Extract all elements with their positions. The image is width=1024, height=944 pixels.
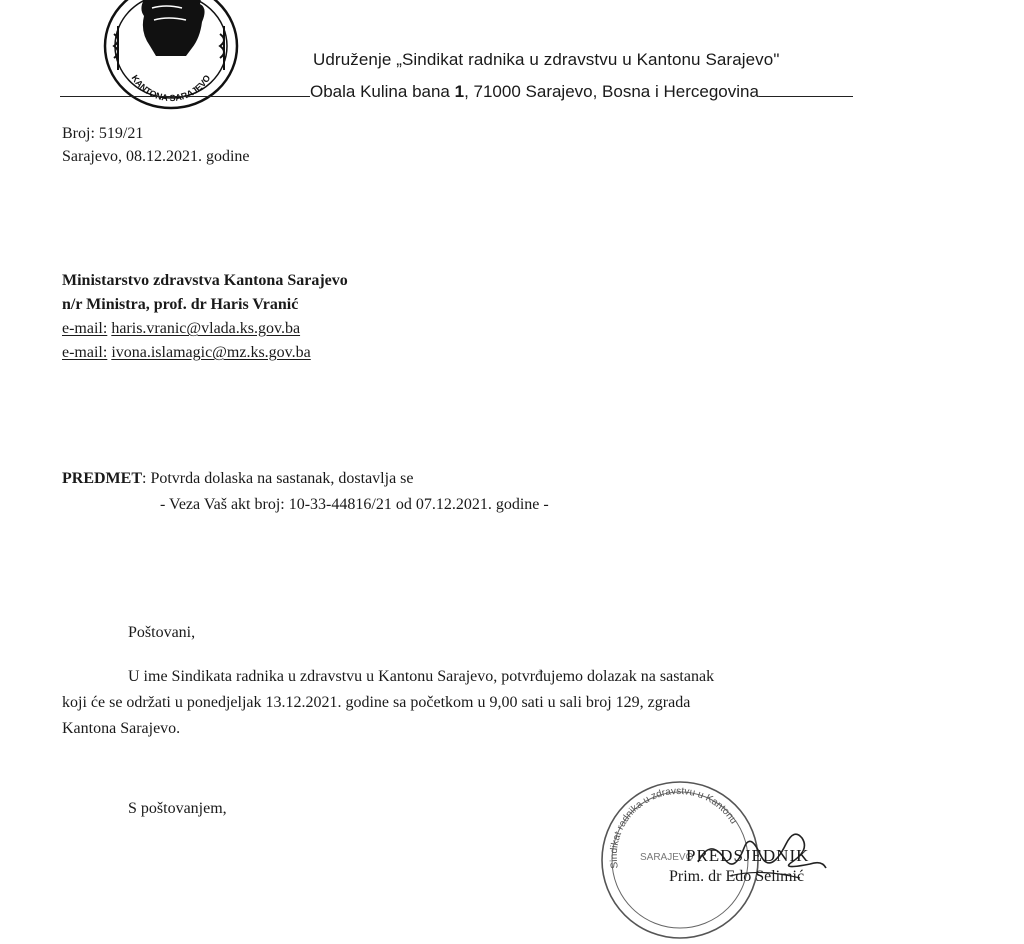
address-street: Obala Kulina bana (310, 82, 455, 101)
signer-title: PREDSJEDNIK (686, 846, 810, 865)
subject-line (62, 470, 414, 488)
svg-text:KANTONA SARAJEVO: KANTONA SARAJEVO (129, 73, 213, 104)
email-label: e-mail: (62, 344, 108, 361)
address-number: 1 (454, 82, 465, 101)
organization-name: Udruženje „Sindikat radnika u zdravstvu u Kantonu Sarajevo" (313, 50, 780, 69)
signer-name: Prim. dr Edo Selimić (669, 868, 805, 885)
body-line: koji će se održati u ponedjeljak 13.12.2021. godine sa početkom u 9,00 sati u sali broj 129, zgrada (62, 694, 691, 711)
fist-icon (141, 0, 204, 56)
address-city: , 71000 Sarajevo, Bosna i Hercegovina (464, 82, 759, 101)
reference-date: Sarajevo, 08.12.2021. godine (62, 148, 250, 165)
closing: S poštovanjem, (128, 800, 227, 817)
recipient-attention: n/r Ministra, prof. dr Haris Vranić (62, 296, 299, 313)
recipient-email-2[interactable] (62, 344, 311, 362)
recipient-institution: Ministarstvo zdravstva Kantona Sarajevo (62, 272, 348, 289)
reference-number: Broj: 519/21 (62, 125, 144, 142)
subject-text: : Potvrda dolaska na sastanak, dostavlja se (142, 470, 414, 487)
address-rule-left (60, 94, 310, 97)
email-label: e-mail: (62, 320, 108, 337)
body-line: Kantona Sarajevo. (62, 720, 181, 737)
greeting: Poštovani, (128, 624, 196, 641)
subject-label: PREDMET (62, 470, 142, 487)
subject-reference: - Veza Vaš akt broj: 10-33-44816/21 od 07.12.2021. godine - (160, 496, 549, 513)
svg-text:SARAJEVO: SARAJEVO (640, 852, 694, 863)
address-rule-right (759, 94, 853, 97)
svg-text:Sindikat radnika u zdravstvu u: Sindikat radnika u zdravstvu u Kantonu (608, 785, 739, 870)
organization-address (60, 82, 853, 102)
email-address[interactable]: ivona.islamagic@mz.ks.gov.ba (111, 344, 311, 361)
recipient-email-1[interactable] (62, 320, 300, 338)
email-address[interactable]: haris.vranic@vlada.ks.gov.ba (111, 320, 301, 337)
body-line: U ime Sindikata radnika u zdravstvu u Kantonu Sarajevo, potvrđujemo dolazak na sastanak (128, 668, 715, 685)
